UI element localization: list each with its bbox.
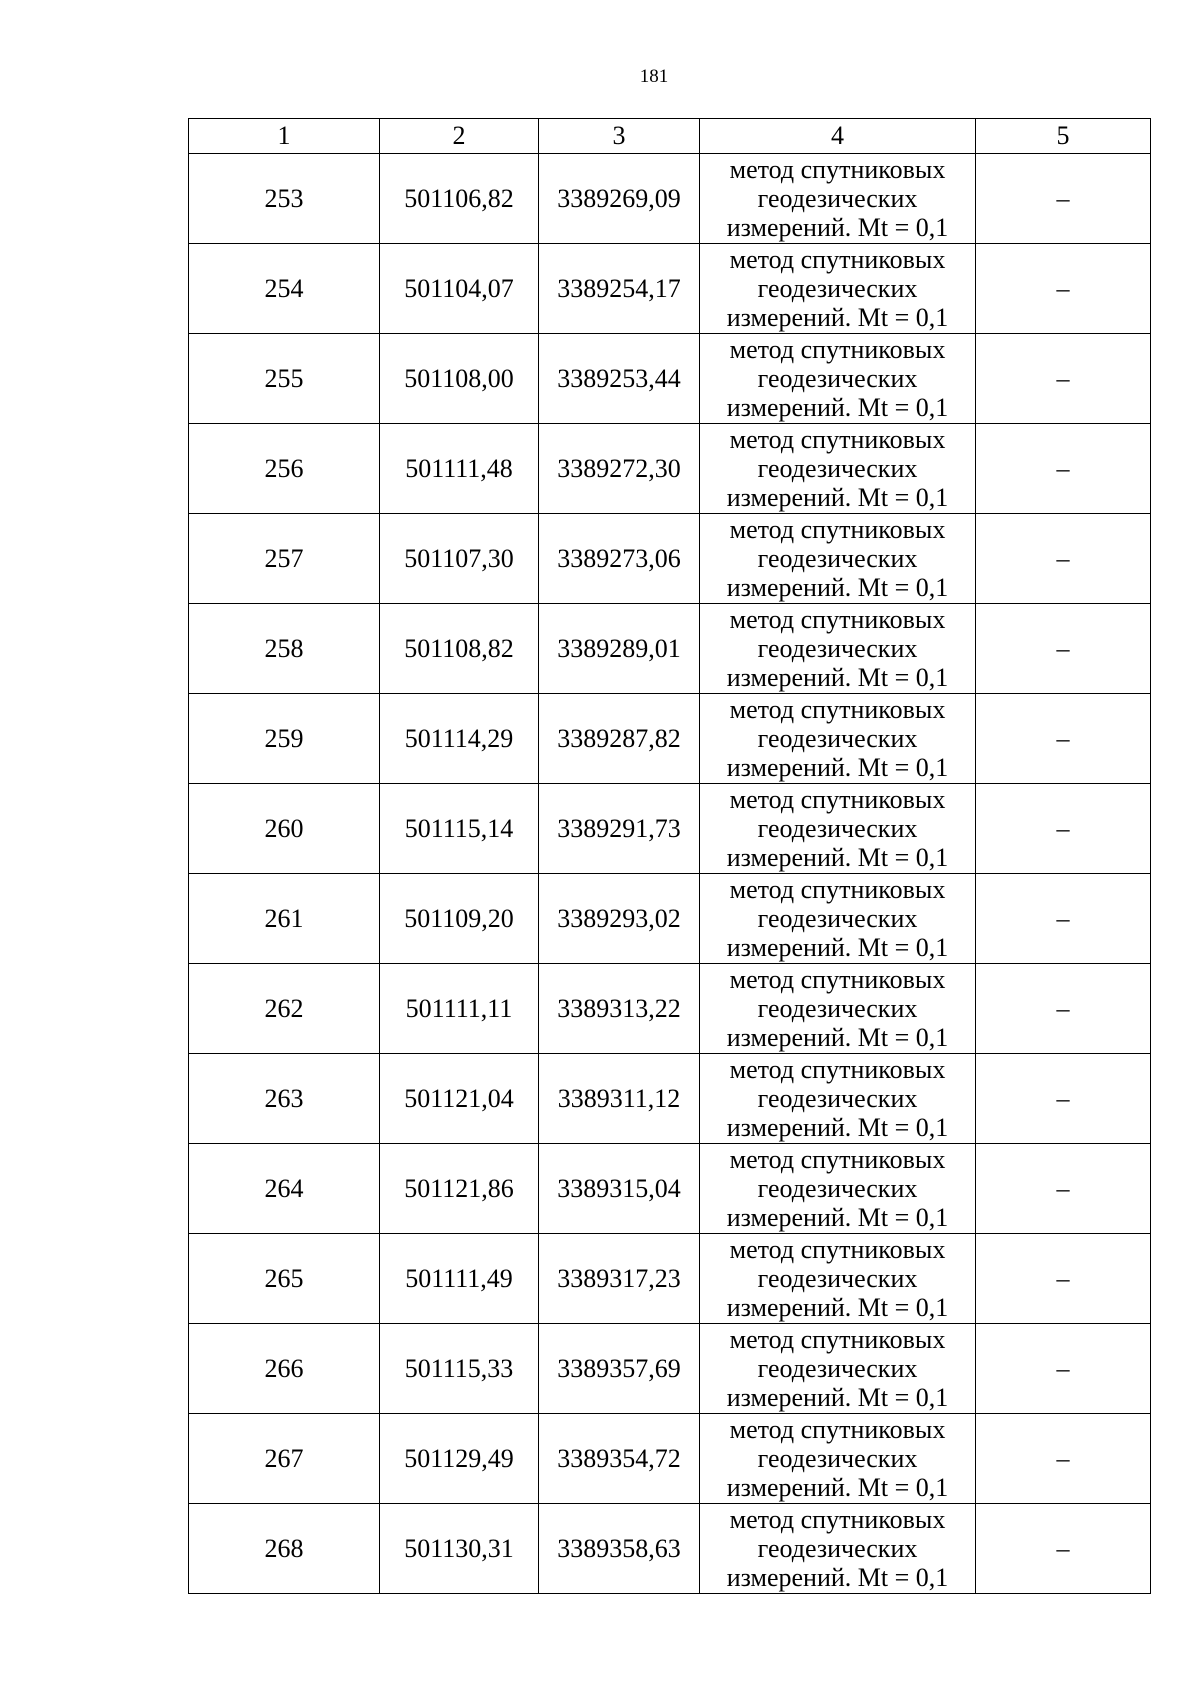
x-coordinate-cell: 501108,00 [380, 334, 539, 424]
method-line: геодезических [757, 1264, 918, 1293]
note-cell: – [976, 784, 1151, 874]
note-cell: – [976, 1144, 1151, 1234]
table-header [189, 119, 1151, 154]
method-line: геодезических [757, 274, 918, 303]
header-col-4: 4 [700, 119, 976, 154]
method-line: геодезических [757, 1084, 918, 1113]
method-cell [700, 874, 976, 964]
method-line: метод спутниковых [729, 1055, 946, 1084]
method-line: геодезических [757, 544, 918, 573]
method-line: измерений. Mt = 0,1 [726, 843, 949, 872]
method-cell [700, 1054, 976, 1144]
method-line: измерений. Mt = 0,1 [726, 1203, 949, 1232]
y-coordinate-cell: 3389313,22 [539, 964, 700, 1054]
method-line: измерений. Mt = 0,1 [726, 1383, 949, 1412]
method-line: геодезических [757, 814, 918, 843]
method-cell [700, 1324, 976, 1414]
method-cell [700, 244, 976, 334]
table-row [189, 1504, 1151, 1594]
note-cell: – [976, 1414, 1151, 1504]
header-col-1: 1 [189, 119, 380, 154]
y-coordinate-cell: 3389354,72 [539, 1414, 700, 1504]
table-row [189, 694, 1151, 784]
y-coordinate-cell: 3389269,09 [539, 154, 700, 244]
method-line: геодезических [757, 454, 918, 483]
method-line: метод спутниковых [729, 965, 946, 994]
table-row [189, 154, 1151, 244]
x-coordinate-cell: 501111,49 [380, 1234, 539, 1324]
x-coordinate-cell: 501108,82 [380, 604, 539, 694]
table-row [189, 604, 1151, 694]
method-line: измерений. Mt = 0,1 [726, 573, 949, 602]
table-row [189, 964, 1151, 1054]
note-cell: – [976, 964, 1151, 1054]
point-cell: 254 [189, 244, 380, 334]
point-cell: 257 [189, 514, 380, 604]
method-cell [700, 694, 976, 784]
method-cell [700, 964, 976, 1054]
note-cell: – [976, 874, 1151, 964]
method-line: измерений. Mt = 0,1 [726, 393, 949, 422]
y-coordinate-cell: 3389311,12 [539, 1054, 700, 1144]
point-cell: 256 [189, 424, 380, 514]
point-cell: 267 [189, 1414, 380, 1504]
method-line: метод спутниковых [729, 875, 946, 904]
method-line: измерений. Mt = 0,1 [726, 303, 949, 332]
method-line: измерений. Mt = 0,1 [726, 663, 949, 692]
point-cell: 264 [189, 1144, 380, 1234]
note-cell: – [976, 1234, 1151, 1324]
note-cell: – [976, 244, 1151, 334]
method-line: геодезических [757, 1444, 918, 1473]
header-row [189, 119, 1151, 154]
x-coordinate-cell: 501115,14 [380, 784, 539, 874]
method-line: измерений. Mt = 0,1 [726, 753, 949, 782]
method-line: метод спутниковых [729, 1235, 946, 1264]
table-row [189, 1234, 1151, 1324]
method-line: измерений. Mt = 0,1 [726, 1023, 949, 1052]
method-cell [700, 1414, 976, 1504]
table-row [189, 514, 1151, 604]
method-cell [700, 334, 976, 424]
x-coordinate-cell: 501104,07 [380, 244, 539, 334]
coordinates-table [188, 118, 1151, 1594]
table-row [189, 1324, 1151, 1414]
method-cell [700, 604, 976, 694]
point-cell: 262 [189, 964, 380, 1054]
table-row [189, 1144, 1151, 1234]
header-col-2: 2 [380, 119, 539, 154]
method-cell [700, 514, 976, 604]
note-cell: – [976, 1324, 1151, 1414]
method-cell [700, 784, 976, 874]
method-line: метод спутниковых [729, 1505, 946, 1534]
x-coordinate-cell: 501107,30 [380, 514, 539, 604]
method-line: геодезических [757, 634, 918, 663]
method-line: метод спутниковых [729, 605, 946, 634]
method-line: метод спутниковых [729, 1325, 946, 1354]
y-coordinate-cell: 3389358,63 [539, 1504, 700, 1594]
method-line: метод спутниковых [729, 1145, 946, 1174]
method-line: измерений. Mt = 0,1 [726, 1473, 949, 1502]
note-cell: – [976, 154, 1151, 244]
x-coordinate-cell: 501111,48 [380, 424, 539, 514]
y-coordinate-cell: 3389287,82 [539, 694, 700, 784]
note-cell: – [976, 694, 1151, 784]
y-coordinate-cell: 3389291,73 [539, 784, 700, 874]
table-body [189, 154, 1151, 1594]
method-line: измерений. Mt = 0,1 [726, 213, 949, 242]
method-line: метод спутниковых [729, 335, 946, 364]
x-coordinate-cell: 501111,11 [380, 964, 539, 1054]
y-coordinate-cell: 3389273,06 [539, 514, 700, 604]
method-line: геодезических [757, 724, 918, 753]
x-coordinate-cell: 501114,29 [380, 694, 539, 784]
point-cell: 265 [189, 1234, 380, 1324]
method-line: геодезических [757, 364, 918, 393]
table-row [189, 1054, 1151, 1144]
method-line: измерений. Mt = 0,1 [726, 1293, 949, 1322]
method-line: метод спутниковых [729, 695, 946, 724]
x-coordinate-cell: 501106,82 [380, 154, 539, 244]
x-coordinate-cell: 501130,31 [380, 1504, 539, 1594]
method-line: геодезических [757, 994, 918, 1023]
note-cell: – [976, 514, 1151, 604]
method-line: измерений. Mt = 0,1 [726, 933, 949, 962]
y-coordinate-cell: 3389315,04 [539, 1144, 700, 1234]
point-cell: 260 [189, 784, 380, 874]
y-coordinate-cell: 3389317,23 [539, 1234, 700, 1324]
y-coordinate-cell: 3389293,02 [539, 874, 700, 964]
note-cell: – [976, 1054, 1151, 1144]
y-coordinate-cell: 3389254,17 [539, 244, 700, 334]
method-line: метод спутниковых [729, 425, 946, 454]
table-row [189, 334, 1151, 424]
y-coordinate-cell: 3389253,44 [539, 334, 700, 424]
method-line: метод спутниковых [729, 245, 946, 274]
note-cell: – [976, 424, 1151, 514]
note-cell: – [976, 604, 1151, 694]
note-cell: – [976, 1504, 1151, 1594]
method-cell [700, 1504, 976, 1594]
x-coordinate-cell: 501121,04 [380, 1054, 539, 1144]
x-coordinate-cell: 501121,86 [380, 1144, 539, 1234]
method-line: метод спутниковых [729, 1415, 946, 1444]
method-line: метод спутниковых [729, 155, 946, 184]
method-line: геодезических [757, 1174, 918, 1203]
note-cell: – [976, 334, 1151, 424]
table-row [189, 424, 1151, 514]
y-coordinate-cell: 3389289,01 [539, 604, 700, 694]
table-row [189, 784, 1151, 874]
method-cell [700, 1144, 976, 1234]
method-line: геодезических [757, 184, 918, 213]
method-line: метод спутниковых [729, 515, 946, 544]
x-coordinate-cell: 501115,33 [380, 1324, 539, 1414]
method-line: метод спутниковых [729, 785, 946, 814]
method-line: измерений. Mt = 0,1 [726, 1563, 949, 1592]
table-row [189, 244, 1151, 334]
x-coordinate-cell: 501129,49 [380, 1414, 539, 1504]
method-line: измерений. Mt = 0,1 [726, 1113, 949, 1142]
table-row [189, 1414, 1151, 1504]
point-cell: 255 [189, 334, 380, 424]
point-cell: 253 [189, 154, 380, 244]
table-row [189, 874, 1151, 964]
method-line: геодезических [757, 904, 918, 933]
method-line: измерений. Mt = 0,1 [726, 483, 949, 512]
y-coordinate-cell: 3389357,69 [539, 1324, 700, 1414]
point-cell: 259 [189, 694, 380, 784]
point-cell: 261 [189, 874, 380, 964]
x-coordinate-cell: 501109,20 [380, 874, 539, 964]
point-cell: 263 [189, 1054, 380, 1144]
point-cell: 268 [189, 1504, 380, 1594]
method-line: геодезических [757, 1354, 918, 1383]
point-cell: 266 [189, 1324, 380, 1414]
method-line: геодезических [757, 1534, 918, 1563]
header-col-5: 5 [976, 119, 1151, 154]
header-col-3: 3 [539, 119, 700, 154]
point-cell: 258 [189, 604, 380, 694]
y-coordinate-cell: 3389272,30 [539, 424, 700, 514]
method-cell [700, 154, 976, 244]
method-cell [700, 1234, 976, 1324]
page-number: 181 [639, 66, 669, 87]
method-cell [700, 424, 976, 514]
